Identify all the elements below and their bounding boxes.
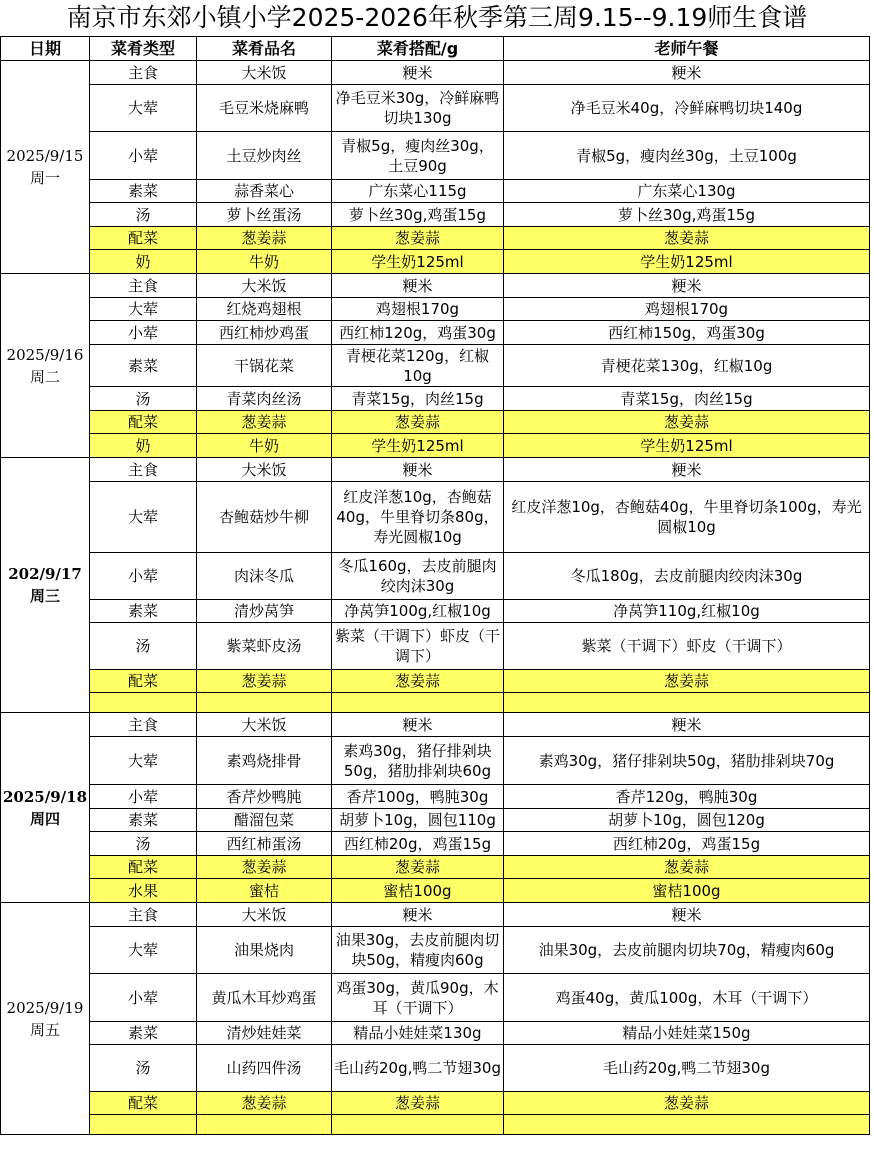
cell-teacher: 鸡翅根170g <box>504 298 870 321</box>
cell-type: 汤 <box>90 1045 197 1092</box>
cell-type <box>90 1115 197 1135</box>
cell-teacher: 萝卜丝30g,鸡蛋15g <box>504 203 870 227</box>
cell-portion: 胡萝卜10g，圆包110g <box>332 809 504 832</box>
header-row <box>1 37 870 61</box>
cell-portion: 葱姜蒜 <box>332 670 504 693</box>
cell-portion: 粳米 <box>332 903 504 927</box>
cell-teacher: 净毛豆米40g，冷鲜麻鸭切块140g <box>504 85 870 132</box>
date-value: 2025/9/19 <box>6 998 84 1017</box>
cell-type: 主食 <box>90 458 197 482</box>
table-row <box>1 974 870 1022</box>
cell-type: 素菜 <box>90 809 197 832</box>
cell-portion: 素鸡30g，猪仔排剁块50g，猪肋排剁块60g <box>332 737 504 785</box>
cell-name <box>197 693 332 713</box>
table-row <box>1 713 870 737</box>
table-row <box>1 1022 870 1045</box>
cell-teacher: 蜜桔100g <box>504 879 870 903</box>
cell-type: 小荤 <box>90 132 197 180</box>
header-date: 日期 <box>1 37 90 61</box>
table-row <box>1 832 870 856</box>
cell-name: 山药四件汤 <box>197 1045 332 1092</box>
table-row <box>1 250 870 274</box>
cell-teacher: 精品小娃娃菜150g <box>504 1022 870 1045</box>
cell-portion: 青梗花菜120g，红椒10g <box>332 345 504 387</box>
table-row <box>1 61 870 85</box>
cell-portion: 西红柿20g，鸡蛋15g <box>332 832 504 856</box>
cell-name: 清炒莴笋 <box>197 600 332 623</box>
header-teacher: 老师午餐 <box>504 37 870 61</box>
cell-name: 西红柿炒鸡蛋 <box>197 321 332 345</box>
cell-type: 小荤 <box>90 553 197 600</box>
cell-type: 主食 <box>90 713 197 737</box>
table-row <box>1 553 870 600</box>
weekday-value: 周五 <box>29 1020 60 1039</box>
cell-type: 素菜 <box>90 345 197 387</box>
cell-type: 小荤 <box>90 785 197 809</box>
cell-type: 主食 <box>90 61 197 85</box>
weekday-value: 周二 <box>29 367 60 386</box>
cell-name: 毛豆米烧麻鸭 <box>197 85 332 132</box>
table-row <box>1 809 870 832</box>
cell-portion: 学生奶125ml <box>332 434 504 458</box>
cell-teacher: 净莴笋110g,红椒10g <box>504 600 870 623</box>
cell-type: 素菜 <box>90 600 197 623</box>
cell-name: 葱姜蒜 <box>197 856 332 879</box>
cell-type: 汤 <box>90 832 197 856</box>
cell-name: 紫菜虾皮汤 <box>197 623 332 670</box>
cell-type: 主食 <box>90 903 197 927</box>
cell-name: 西红柿蛋汤 <box>197 832 332 856</box>
cell-portion: 精品小娃娃菜130g <box>332 1022 504 1045</box>
table-row <box>1 1092 870 1115</box>
table-row <box>1 623 870 670</box>
cell-name: 大米饭 <box>197 61 332 85</box>
cell-type: 奶 <box>90 250 197 274</box>
cell-teacher: 粳米 <box>504 274 870 298</box>
date-cell <box>1 274 90 458</box>
cell-teacher: 学生奶125ml <box>504 434 870 458</box>
cell-type: 配菜 <box>90 670 197 693</box>
cell-portion: 蜜桔100g <box>332 879 504 903</box>
cell-name: 红烧鸡翅根 <box>197 298 332 321</box>
cell-type <box>90 693 197 713</box>
weekday-value: 周三 <box>29 587 60 605</box>
cell-portion: 鸡蛋30g，黄瓜90g，木耳（干调下） <box>332 974 504 1022</box>
cell-teacher: 鸡蛋40g，黄瓜100g，木耳（干调下） <box>504 974 870 1022</box>
cell-teacher: 葱姜蒜 <box>504 856 870 879</box>
cell-name: 素鸡烧排骨 <box>197 737 332 785</box>
table-row <box>1 411 870 434</box>
cell-portion: 粳米 <box>332 61 504 85</box>
cell-teacher: 青椒5g，瘦肉丝30g，土豆100g <box>504 132 870 180</box>
cell-portion: 粳米 <box>332 713 504 737</box>
cell-teacher: 胡萝卜10g，圆包120g <box>504 809 870 832</box>
cell-name: 蒜香菜心 <box>197 180 332 203</box>
cell-portion: 西红柿120g，鸡蛋30g <box>332 321 504 345</box>
table-row <box>1 458 870 482</box>
cell-teacher: 葱姜蒜 <box>504 1092 870 1115</box>
table-row <box>1 85 870 132</box>
table-row <box>1 693 870 713</box>
table-row <box>1 879 870 903</box>
cell-name <box>197 1115 332 1135</box>
page-title: 南京市东郊小镇小学2025-2026年秋季第三周9.15--9.19师生食谱 <box>66 3 808 32</box>
table-row <box>1 298 870 321</box>
cell-portion: 油果30g，去皮前腿肉切块50g，精瘦肉60g <box>332 927 504 974</box>
header-type: 菜肴类型 <box>90 37 197 61</box>
table-row <box>1 482 870 553</box>
cell-teacher: 香芹120g，鸭肫30g <box>504 785 870 809</box>
cell-type: 大荤 <box>90 737 197 785</box>
cell-type: 小荤 <box>90 321 197 345</box>
table-row <box>1 180 870 203</box>
cell-type: 大荤 <box>90 482 197 553</box>
cell-name: 葱姜蒜 <box>197 670 332 693</box>
cell-teacher: 西红柿150g，鸡蛋30g <box>504 321 870 345</box>
cell-name: 葱姜蒜 <box>197 411 332 434</box>
cell-type: 奶 <box>90 434 197 458</box>
cell-portion: 净莴笋100g,红椒10g <box>332 600 504 623</box>
cell-name: 大米饭 <box>197 713 332 737</box>
date-cell <box>1 903 90 1135</box>
cell-portion: 广东菜心115g <box>332 180 504 203</box>
cell-teacher: 红皮洋葱10g，杏鲍菇40g，牛里脊切条100g，寿光圆椒10g <box>504 482 870 553</box>
cell-type: 水果 <box>90 879 197 903</box>
cell-teacher: 毛山药20g,鸭二节翅30g <box>504 1045 870 1092</box>
table-row <box>1 227 870 250</box>
cell-teacher: 粳米 <box>504 458 870 482</box>
cell-name: 醋溜包菜 <box>197 809 332 832</box>
cell-portion: 紫菜（干调下）虾皮（干调下） <box>332 623 504 670</box>
header-portion: 菜肴搭配/g <box>332 37 504 61</box>
table-row <box>1 132 870 180</box>
cell-portion: 粳米 <box>332 458 504 482</box>
table-row <box>1 927 870 974</box>
table-row <box>1 321 870 345</box>
cell-name: 牛奶 <box>197 250 332 274</box>
cell-portion: 香芹100g，鸭肫30g <box>332 785 504 809</box>
cell-name: 青菜肉丝汤 <box>197 387 332 411</box>
table-row <box>1 274 870 298</box>
cell-portion: 冬瓜160g，去皮前腿肉绞肉沫30g <box>332 553 504 600</box>
cell-portion: 鸡翅根170g <box>332 298 504 321</box>
cell-teacher <box>504 1115 870 1135</box>
table-row <box>1 737 870 785</box>
cell-name: 牛奶 <box>197 434 332 458</box>
cell-type: 大荤 <box>90 927 197 974</box>
cell-teacher: 学生奶125ml <box>504 250 870 274</box>
cell-teacher: 青梗花菜130g，红椒10g <box>504 345 870 387</box>
cell-teacher: 粳米 <box>504 903 870 927</box>
table-row <box>1 785 870 809</box>
cell-teacher: 粳米 <box>504 713 870 737</box>
cell-teacher: 葱姜蒜 <box>504 411 870 434</box>
cell-type: 大荤 <box>90 298 197 321</box>
cell-name: 黄瓜木耳炒鸡蛋 <box>197 974 332 1022</box>
cell-portion: 粳米 <box>332 274 504 298</box>
cell-portion <box>332 693 504 713</box>
date-cell <box>1 713 90 903</box>
cell-name: 肉沫冬瓜 <box>197 553 332 600</box>
cell-type: 汤 <box>90 623 197 670</box>
date-cell <box>1 458 90 713</box>
cell-teacher: 葱姜蒜 <box>504 670 870 693</box>
cell-name: 干锅花菜 <box>197 345 332 387</box>
weekday-value: 周四 <box>29 809 60 828</box>
cell-teacher: 油果30g，去皮前腿肉切块70g，精瘦肉60g <box>504 927 870 974</box>
cell-type: 配菜 <box>90 856 197 879</box>
date-cell <box>1 61 90 274</box>
cell-type: 汤 <box>90 387 197 411</box>
cell-portion: 净毛豆米30g，冷鲜麻鸭切块130g <box>332 85 504 132</box>
cell-portion: 萝卜丝30g,鸡蛋15g <box>332 203 504 227</box>
date-value: 202/9/17 <box>8 565 82 583</box>
cell-portion <box>332 1115 504 1135</box>
cell-name: 大米饭 <box>197 903 332 927</box>
header-name: 菜肴品名 <box>197 37 332 61</box>
cell-type: 配菜 <box>90 411 197 434</box>
cell-teacher: 西红柿20g，鸡蛋15g <box>504 832 870 856</box>
cell-portion: 葱姜蒜 <box>332 1092 504 1115</box>
cell-type: 素菜 <box>90 180 197 203</box>
cell-portion: 学生奶125ml <box>332 250 504 274</box>
cell-name: 土豆炒肉丝 <box>197 132 332 180</box>
cell-name: 葱姜蒜 <box>197 227 332 250</box>
cell-name: 大米饭 <box>197 274 332 298</box>
cell-name: 蜜桔 <box>197 879 332 903</box>
cell-name: 杏鲍菇炒牛柳 <box>197 482 332 553</box>
menu-body <box>1 61 870 1135</box>
cell-portion: 葱姜蒜 <box>332 856 504 879</box>
cell-teacher: 青菜15g，肉丝15g <box>504 387 870 411</box>
cell-type: 小荤 <box>90 974 197 1022</box>
cell-type: 素菜 <box>90 1022 197 1045</box>
cell-type: 汤 <box>90 203 197 227</box>
cell-teacher: 素鸡30g，猪仔排剁块50g，猪肋排剁块70g <box>504 737 870 785</box>
cell-teacher: 广东菜心130g <box>504 180 870 203</box>
cell-name: 葱姜蒜 <box>197 1092 332 1115</box>
table-row <box>1 856 870 879</box>
cell-portion: 青菜15g，肉丝15g <box>332 387 504 411</box>
cell-teacher: 紫菜（干调下）虾皮（干调下） <box>504 623 870 670</box>
table-row <box>1 434 870 458</box>
cell-name: 大米饭 <box>197 458 332 482</box>
cell-name: 萝卜丝蛋汤 <box>197 203 332 227</box>
cell-portion: 青椒5g，瘦肉丝30g，土豆90g <box>332 132 504 180</box>
date-value: 2025/9/16 <box>6 345 84 364</box>
cell-type: 配菜 <box>90 227 197 250</box>
menu-table <box>0 36 870 1135</box>
cell-name: 清炒娃娃菜 <box>197 1022 332 1045</box>
cell-type: 配菜 <box>90 1092 197 1115</box>
table-row <box>1 903 870 927</box>
cell-teacher: 冬瓜180g，去皮前腿肉绞肉沫30g <box>504 553 870 600</box>
cell-type: 主食 <box>90 274 197 298</box>
table-row <box>1 600 870 623</box>
table-row <box>1 203 870 227</box>
cell-name: 香芹炒鸭肫 <box>197 785 332 809</box>
date-value: 2025/9/15 <box>6 147 84 165</box>
cell-teacher: 粳米 <box>504 61 870 85</box>
weekday-value: 周一 <box>29 169 60 187</box>
cell-teacher <box>504 693 870 713</box>
cell-teacher: 葱姜蒜 <box>504 227 870 250</box>
cell-name: 油果烧肉 <box>197 927 332 974</box>
cell-portion: 葱姜蒜 <box>332 411 504 434</box>
date-value: 2025/9/18 <box>3 787 88 806</box>
table-row <box>1 345 870 387</box>
cell-type: 大荤 <box>90 85 197 132</box>
table-row <box>1 670 870 693</box>
table-row <box>1 387 870 411</box>
cell-portion: 红皮洋葱10g，杏鲍菇40g，牛里脊切条80g，寿光圆椒10g <box>332 482 504 553</box>
cell-portion: 毛山药20g,鸭二节翅30g <box>332 1045 504 1092</box>
table-row <box>1 1045 870 1092</box>
table-row <box>1 1115 870 1135</box>
cell-portion: 葱姜蒜 <box>332 227 504 250</box>
